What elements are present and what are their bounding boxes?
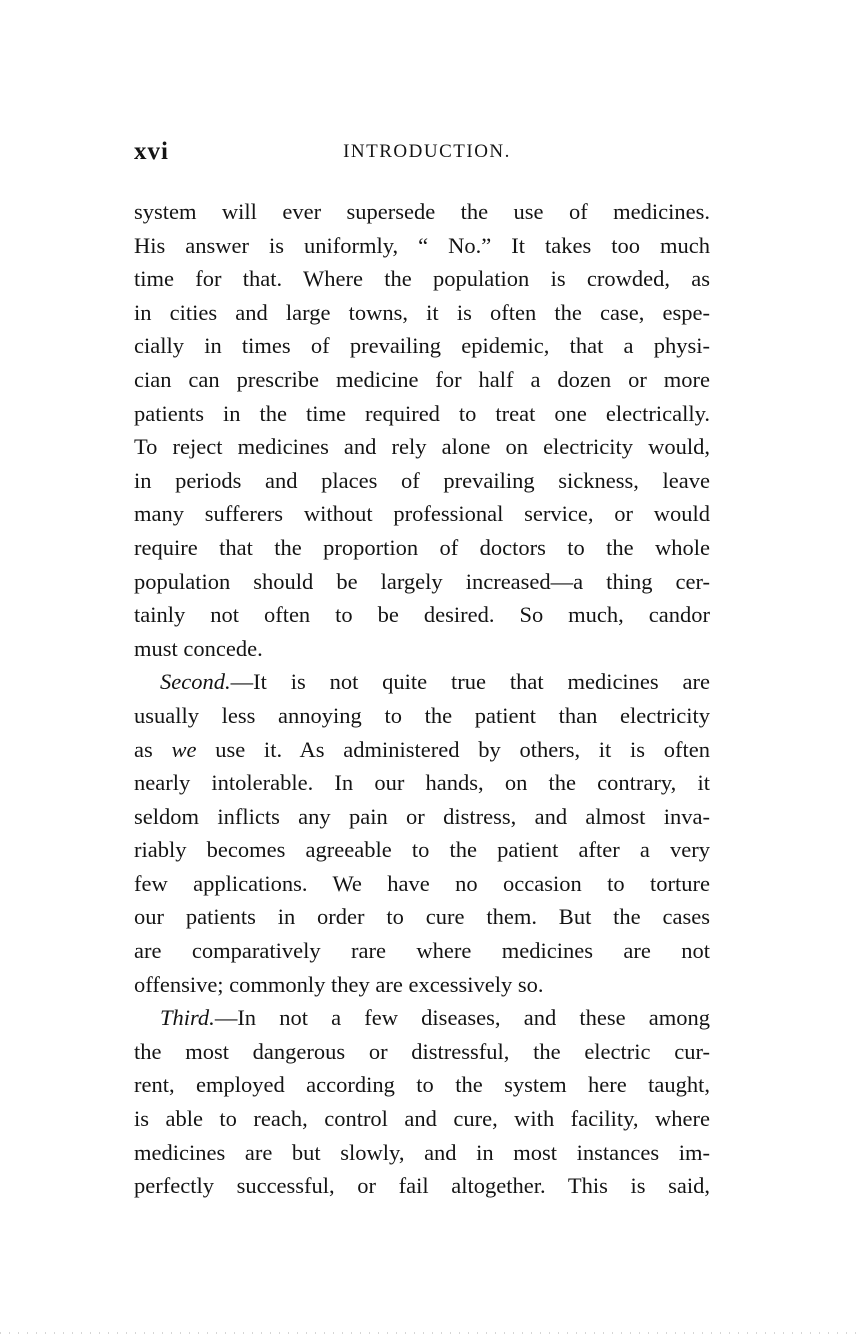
text-line: cially in times of prevailing epidemic, that a physi- <box>134 333 710 359</box>
text-line: offensive; commonly they are excessively so. <box>134 971 544 997</box>
emphasis-we: we <box>171 736 197 762</box>
text-line: rent, employed according to the system here taught, <box>134 1072 710 1098</box>
text-line: many sufferers without professional service, or would <box>134 501 710 527</box>
paragraph-third-first-line <box>134 1001 710 1035</box>
body-text <box>134 195 710 1203</box>
text-line: nearly intolerable. In our hands, on the contrary, it <box>134 770 710 796</box>
text-line: population should be largely increased—a thing cer- <box>134 568 710 594</box>
text-line: system will ever supersede the use of medicines. <box>134 199 710 224</box>
text-run: use it. As administered by others, it is often <box>196 736 711 762</box>
text-line: His answer is uniformly, “ No.” It takes too much <box>134 232 710 258</box>
text-line: usually less annoying to the patient than electricity <box>134 702 710 728</box>
text-run: —In not a few diseases, and these among <box>214 1005 710 1031</box>
text-line: perfectly successful, or fail altogether. This is said, <box>134 1173 710 1199</box>
text-line: the most dangerous or distressful, the electric cur- <box>134 1038 710 1064</box>
paragraph-second-first-line <box>134 665 710 699</box>
text-line: are comparatively rare where medicines are not <box>134 938 710 964</box>
text-line: must concede. <box>134 635 263 661</box>
text-line: require that the proportion of doctors to the whole <box>134 534 710 560</box>
scan-edge-noise <box>0 1332 864 1334</box>
text-line: riably becomes agreeable to the patient after a very <box>134 837 710 863</box>
text-line: time for that. Where the population is crowded, as <box>134 266 710 292</box>
text-line: in cities and large towns, it is often the case, espe- <box>134 299 710 325</box>
paragraph-lead-second: Second. <box>160 669 231 695</box>
running-title: INTRODUCTION. <box>343 141 511 162</box>
text-line: seldom inflicts any pain or distress, and almost inva- <box>134 803 710 829</box>
text-line: tainly not often to be desired. So much, candor <box>134 602 710 628</box>
text-run: —It is not quite true that medicines are <box>230 669 710 695</box>
text-line: our patients in order to cure them. But the cases <box>134 904 710 930</box>
text-line: few applications. We have no occasion to torture <box>134 870 710 896</box>
page-number: xvi <box>134 138 169 165</box>
paragraph-lead-third: Third. <box>160 1005 215 1031</box>
text-line: patients in the time required to treat one electrically. <box>134 400 710 426</box>
running-head <box>134 138 710 166</box>
text-run: as <box>134 736 172 762</box>
text-line <box>134 733 710 767</box>
text-line: cian can prescribe medicine for half a dozen or more <box>134 366 710 392</box>
text-line: in periods and places of prevailing sickness, leave <box>134 467 710 493</box>
text-line: medicines are but slowly, and in most instances im- <box>134 1139 710 1165</box>
text-line: is able to reach, control and cure, with facility, where <box>134 1106 710 1132</box>
text-line: To reject medicines and rely alone on electricity would, <box>134 434 710 460</box>
